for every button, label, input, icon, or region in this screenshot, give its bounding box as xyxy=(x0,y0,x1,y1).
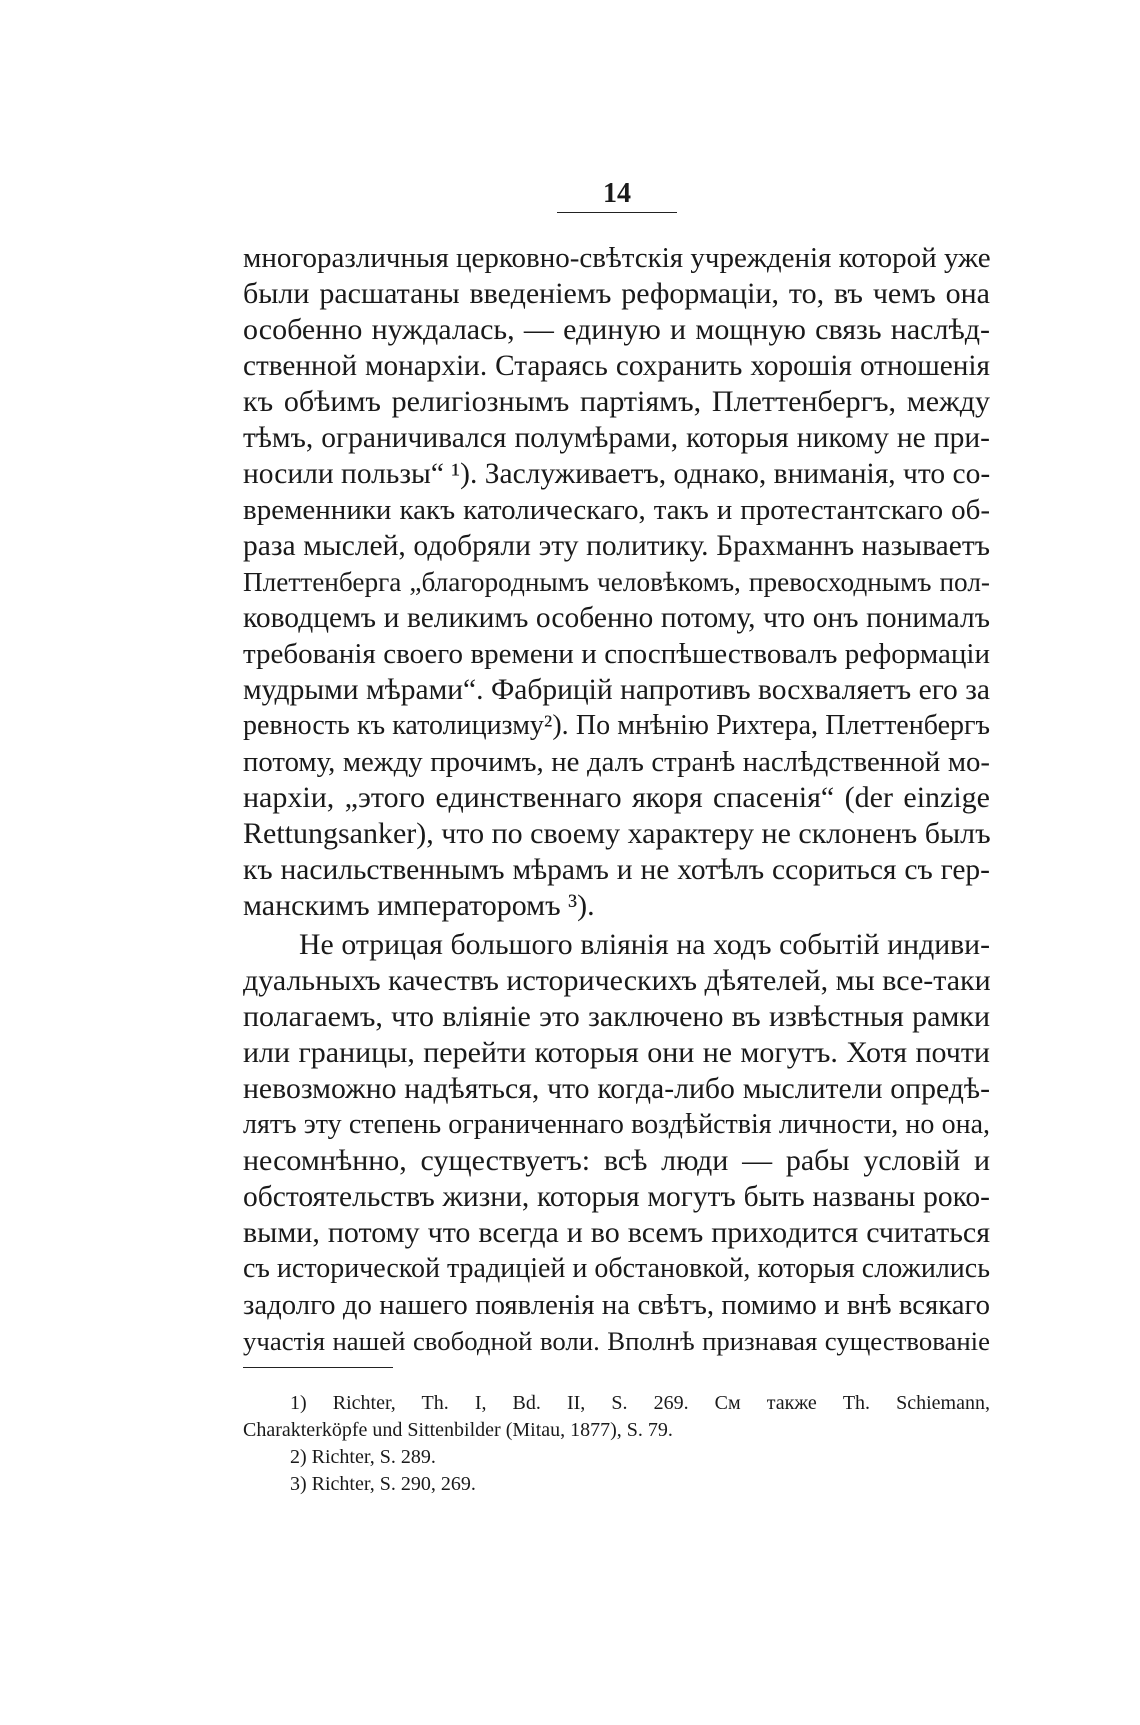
text-line: многоразличныя церковно-свѣтскія учрежденія которой уже xyxy=(243,242,991,274)
text-line: лятъ эту степень ограниченнаго воздѣйствія личности, но она, xyxy=(243,1109,990,1140)
footnote-3: 3) Richter, S. 290, 269. xyxy=(290,1473,476,1495)
text-line: ревность къ католицизму²). По мнѣнію Рихтера, Плеттенбергъ xyxy=(243,710,990,741)
text-line: или границы, перейти которыя они не могутъ. Хотя почти xyxy=(243,1036,990,1069)
text-line: особенно нуждалась, — единую и мощную связь наслѣд- xyxy=(243,313,990,346)
text-line: ственной монархіи. Стараясь сохранить хорошія отношенія xyxy=(243,350,990,382)
text-line: задолго до нашего появленія на свѣтъ, помимо и внѣ всякаго xyxy=(243,1289,990,1321)
text-line: выми, потому что всегда и во всемъ приходится считаться xyxy=(243,1216,990,1249)
text-line: временники какъ католическаго, такъ и протестантскаго об- xyxy=(243,494,990,526)
text-line: Плеттенберга „благороднымъ человѣкомъ, превосходнымъ пол- xyxy=(243,567,990,597)
text-line: нархіи, „этого единственнаго якоря спасенія“ (der einzige xyxy=(243,781,990,814)
text-line: тѣмъ, ограничивался полумѣрами, которыя никому не при- xyxy=(243,422,990,454)
text-line: невозможно надѣяться, что когда-либо мыслители опредѣ- xyxy=(243,1072,990,1105)
text-line: носили пользы“ ¹). Заслуживаетъ, однако, вниманія, что со- xyxy=(243,458,991,490)
text-line: къ насильственнымъ мѣрамъ и не хотѣлъ ссориться съ гер- xyxy=(243,854,990,886)
page-number-rule xyxy=(557,212,677,213)
text-line: полагаемъ, что вліяніе это заключено въ извѣстныя рамки xyxy=(243,1000,990,1033)
text-line: дуальныхъ качествъ историческихъ дѣятелей, мы все-таки xyxy=(243,964,991,997)
paragraph-start-line: Не отрицая большого вліянія на ходъ событій индиви- xyxy=(299,928,990,961)
text-line: несомнѣнно, существуетъ: всѣ люди — рабы условій и xyxy=(243,1144,990,1177)
text-line: участія нашей свободной воли. Вполнѣ признавая существованіе xyxy=(243,1326,990,1356)
page-number: 14 xyxy=(603,178,631,209)
text-line: потому, между прочимъ, не далъ странѣ наслѣдственной мо- xyxy=(243,746,990,778)
text-line: раза мыслей, одобряли эту политику. Брахманнъ называетъ xyxy=(243,530,990,562)
footnote-separator xyxy=(243,1367,393,1368)
footnote-1: 1) Richter, Th. I, Bd. II, S. 269. См также Th. Schiemann, xyxy=(290,1392,990,1414)
text-line: были расшатаны введеніемъ реформаціи, то, въ чемъ она xyxy=(243,277,990,310)
text-line: мудрыми мѣрами“. Фабрицій напротивъ восхваляетъ его за xyxy=(243,674,990,706)
footnote-2: 2) Richter, S. 289. xyxy=(290,1446,436,1468)
text-line: ководцемъ и великимъ особенно потому, что онъ понималъ xyxy=(243,602,990,634)
text-line: Rettungsanker), что по своему характеру не склоненъ былъ xyxy=(243,817,991,850)
text-line: къ обѣимъ религіознымъ партіямъ, Плеттенбергъ, между xyxy=(243,385,990,418)
text-line: съ исторической традиціей и обстановкой, которыя сложились xyxy=(243,1253,990,1284)
text-line: требованія своего времени и споспѣшествовалъ реформаціи xyxy=(243,638,990,670)
text-line: манскимъ императоромъ ³). xyxy=(243,889,595,922)
footnote-1-continuation: Charakterköpfe und Sittenbilder (Mitau, 1877), S. 79. xyxy=(243,1419,673,1441)
text-line: обстоятельствъ жизни, которыя могутъ быть названы роко- xyxy=(243,1181,990,1213)
